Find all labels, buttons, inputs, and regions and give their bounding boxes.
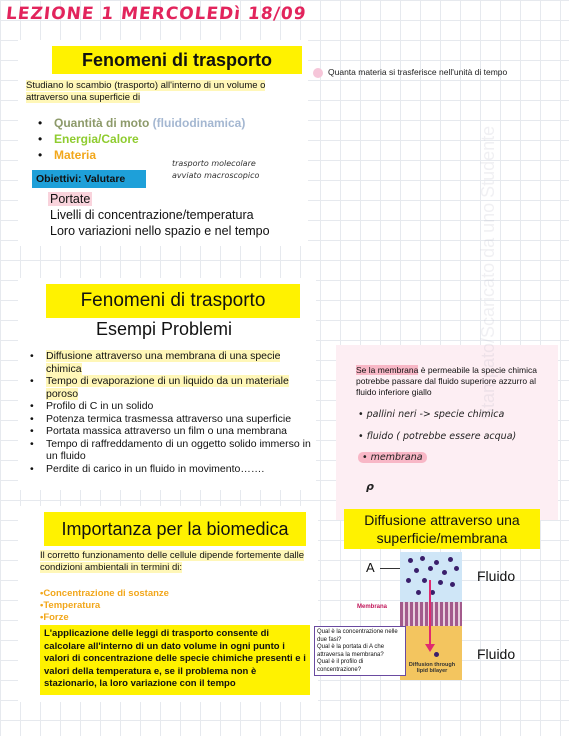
bullet-momentum-extra: (fluidodinamica) (152, 116, 246, 130)
side-note-flow-rate: Quanta materia si trasferisce nell'unità di tempo (328, 67, 508, 77)
handwritten-rho-symbol: ρ (366, 480, 374, 493)
list-item-text: Potenza termica trasmessa attraverso una superficie (46, 412, 292, 425)
handwritten-line-fluid: • fluido ( potrebbe essere acqua) (358, 431, 517, 442)
diffusion-arrowhead-icon (425, 644, 435, 652)
membrane-note-rest: è permeabile la specie chimica potrebbe passare dal fluido superiore azzurro al fluido inferiore giallo (356, 365, 537, 397)
objective-levels: Livelli di concentrazione/temperatura (50, 208, 254, 222)
figure-membrane-label: Membrana (357, 604, 388, 610)
handwritten-header: LEZIONE 1 MERCOLEDì 18/09 (4, 4, 308, 24)
solute-particle (406, 578, 411, 583)
list-item (26, 350, 316, 375)
solute-particle (428, 566, 433, 571)
handwritten-membrane-text: • membrana (358, 452, 427, 463)
slide-transport-phenomena-intro (18, 40, 308, 246)
list-item-text: Tempo di evaporazione di un liquido da un materiale poroso (46, 375, 289, 400)
list-item (26, 425, 316, 438)
handwritten-note-line: trasporto molecolare (172, 159, 256, 168)
slide3-title: Importanza per la biomedica (44, 512, 306, 546)
solute-particle (420, 556, 425, 561)
slide1-intro-text: Studiano lo scambio (trasporto) all'interno di un volume o attraverso una superficie di (26, 80, 266, 103)
figure-questions-box (314, 626, 406, 676)
factor-concentration: •Concentrazione di sostanze (40, 588, 169, 599)
slide2-title: Fenomeni di trasporto (46, 284, 300, 318)
bullet-energy (38, 132, 139, 146)
solute-particle (454, 566, 459, 571)
diffusion-diagram (400, 552, 462, 680)
bullet-energy-main: Energia/Calore (54, 132, 139, 146)
handwritten-line-black-dots: • pallini neri -> specie chimica (358, 409, 505, 420)
figure-upper-fluid-label: Fluido (477, 568, 516, 584)
solute-particle (408, 558, 413, 563)
figure-question: Qual è la concentrazione nelle due fasi? (317, 629, 398, 643)
bullet-matter (38, 148, 97, 162)
bullet-matter-main: Materia (54, 148, 97, 162)
handwritten-note-transport (172, 158, 259, 182)
objective-flow-rates: Portate (50, 192, 91, 206)
slide3-paragraph (40, 550, 310, 574)
lipid-bilayer-membrane (400, 602, 462, 626)
bullet-dot: • (38, 132, 43, 146)
solute-particle (414, 568, 419, 573)
bullet-dot: • (38, 116, 43, 130)
solute-particle (434, 652, 439, 657)
figure-lower-fluid-label: Fluido (477, 646, 516, 662)
solute-particle (434, 560, 439, 565)
list-item (26, 438, 316, 463)
list-item-text: Profilo di C in un solido (46, 400, 154, 412)
diffusion-arrow (429, 580, 431, 646)
objectives-label: Obiettivi: Valutare (32, 170, 146, 188)
figure-label-a: A (366, 560, 375, 575)
bullet-dot: • (38, 148, 43, 162)
slide1-title: Fenomeni di trasporto (52, 46, 302, 74)
slide-example-problems (18, 278, 316, 490)
slide2-subtitle: Esempi Problemi (96, 319, 233, 339)
transport-laws-box: L'applicazione delle leggi di trasporto consente di calcolare all'interno di un dato volume in ogni punto i valori di concentrazione delle specie chimiche presenti e i valori della temperatura e, se il problema non è stazionario, la loro variazione con il tempo (40, 625, 310, 695)
list-item-text: Portata massica attraverso un film o una membrana (46, 425, 288, 437)
factor-forces: •Forze (40, 612, 69, 623)
slide1-intro (26, 80, 296, 104)
list-item-text: Diffusione attraverso una membrana di una specie chimica (46, 350, 281, 375)
solute-particle (448, 557, 453, 562)
solute-particle (422, 578, 427, 583)
watermark: Stampato/Scaricato da uno Studente (478, 125, 498, 420)
membrane-note-underline: Se la membrana (356, 365, 419, 375)
figure-question: Qual è la portata di A che attraversa la membrana? (317, 644, 385, 658)
objective-variations: Loro variazioni nello spazio e nel tempo (50, 224, 270, 238)
slide3-paragraph-text: Il corretto funzionamento delle cellule dipende fortemente dalle condizioni ambientali in termini di: (40, 550, 305, 573)
list-item (26, 413, 316, 426)
solute-particle (416, 590, 421, 595)
solute-particle (442, 570, 447, 575)
figure-question: Qual è il profilo di concentrazione? (317, 659, 364, 673)
factor-temperature: •Temperatura (40, 600, 101, 611)
handwritten-note-line: avviato macroscopico (172, 171, 260, 180)
list-item (26, 463, 316, 476)
membrane-note (356, 365, 546, 398)
list-item-text: Perdite di carico in un fluido in movimento……. (46, 462, 265, 475)
example-problems-list (26, 350, 316, 475)
solute-particle (438, 580, 443, 585)
figure-title: Diffusione attraverso una superficie/membrana (344, 509, 540, 549)
bullet-momentum (38, 116, 246, 130)
handwritten-line-membrane (358, 452, 427, 463)
slide-biomedical-importance (18, 506, 318, 702)
solute-particle (450, 582, 455, 587)
note-marker-dot (313, 68, 323, 78)
list-item (26, 375, 316, 400)
bullet-momentum-main: Quantità di moto (54, 116, 150, 130)
figure-caption: Diffusion through lipid bilayer (408, 662, 456, 674)
list-item-text: Tempo di raffreddamento di un oggetto solido immerso in un fluido (46, 437, 311, 462)
list-item (26, 400, 316, 413)
